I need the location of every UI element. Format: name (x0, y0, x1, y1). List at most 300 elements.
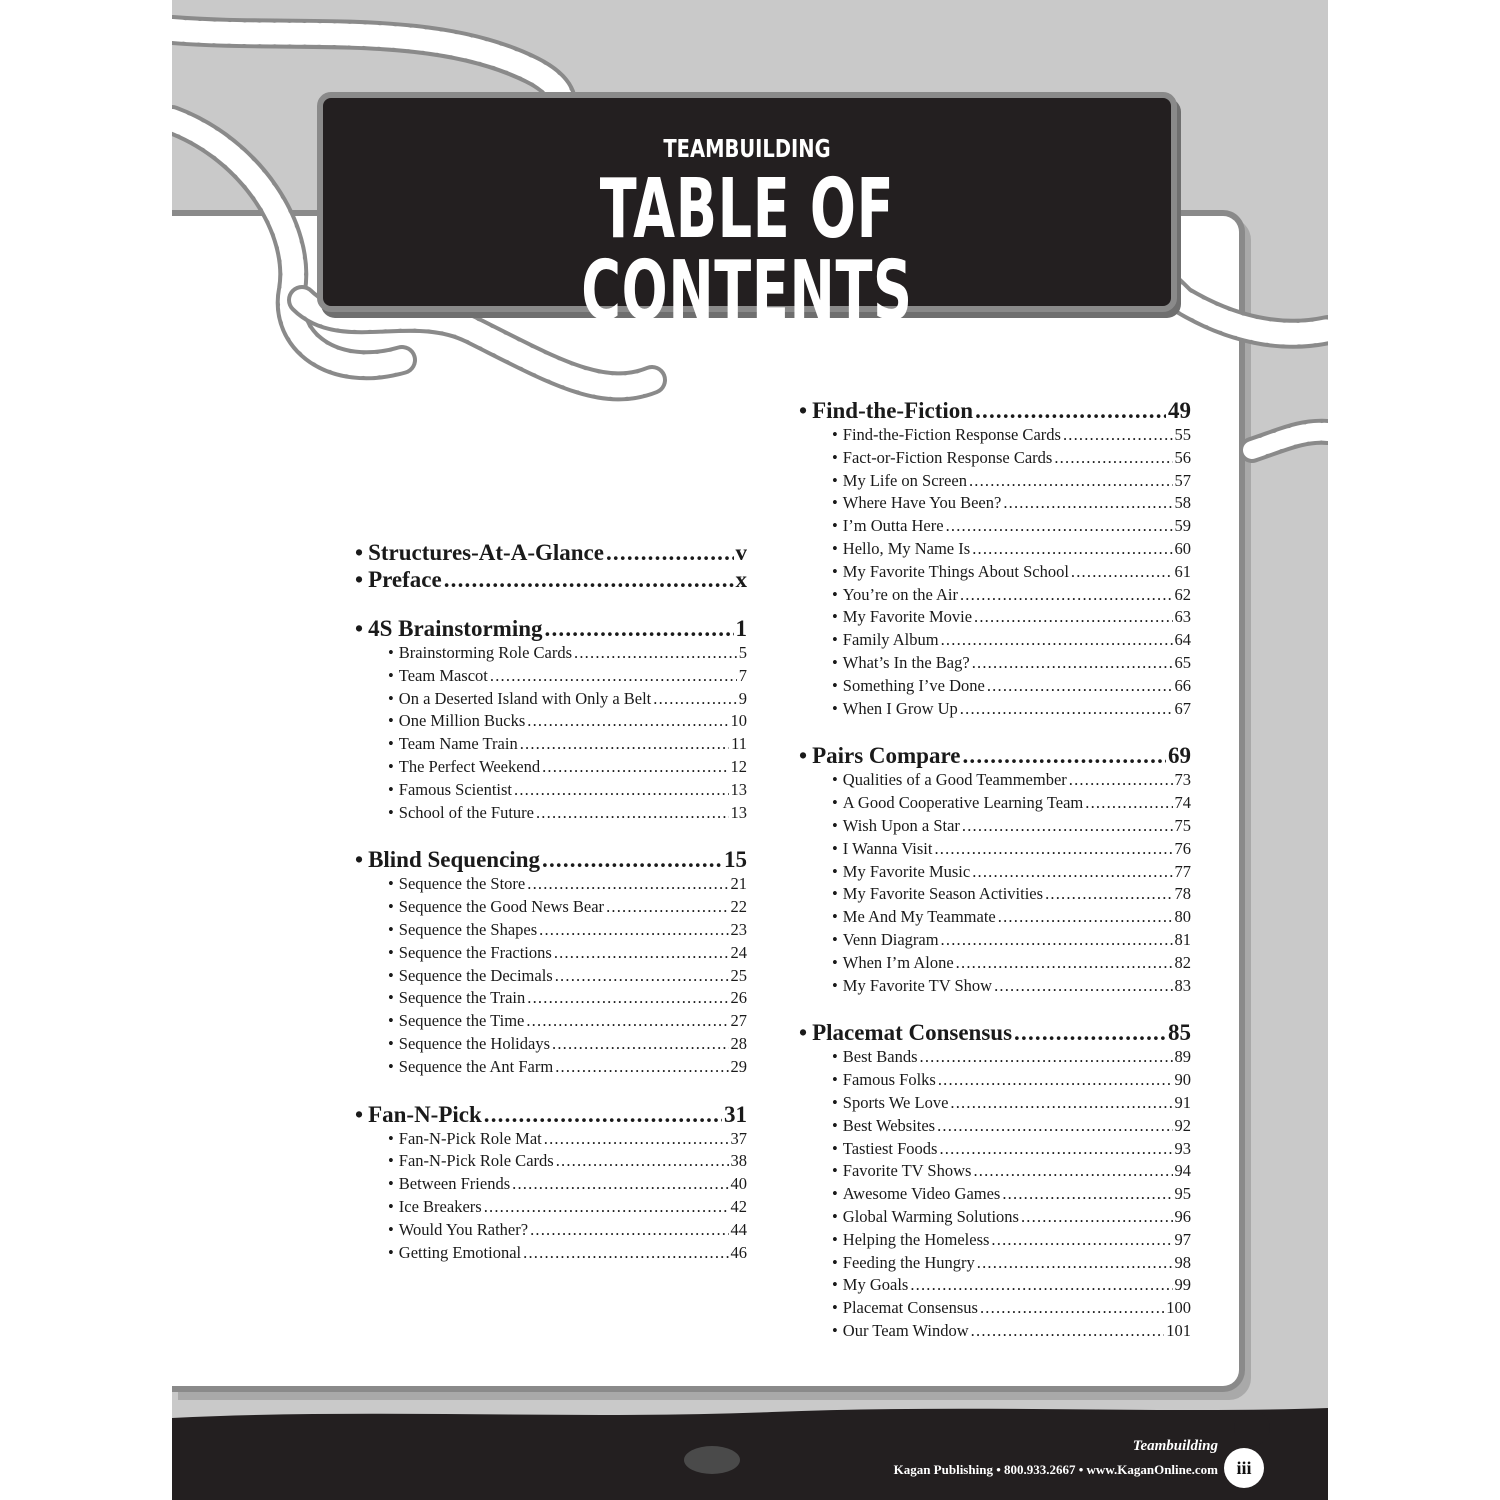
bullet-icon: • (355, 616, 364, 641)
toc-entry[interactable] (355, 757, 747, 780)
toc-label: A Good Cooperative Learning Team (842, 793, 1084, 813)
toc-entry[interactable] (355, 988, 747, 1011)
toc-label: Best Bands (842, 1047, 918, 1067)
toc-entry[interactable] (355, 920, 747, 943)
dot-leader (910, 1275, 1172, 1295)
dot-leader (1071, 562, 1173, 582)
toc-page-number: x (735, 567, 747, 592)
toc-label: My Favorite Things About School (842, 561, 1069, 581)
dot-leader (960, 699, 1173, 719)
bullet-icon: • (832, 538, 838, 558)
toc-label: Team Mascot (398, 665, 488, 685)
toc-entry[interactable] (799, 930, 1191, 953)
bullet-icon: • (832, 1138, 838, 1158)
bullet-icon: • (832, 1298, 838, 1318)
dot-leader (956, 953, 1173, 973)
toc-entry[interactable] (799, 562, 1191, 585)
toc-page-number: 74 (1174, 793, 1191, 813)
toc-page-number: 81 (1174, 929, 1191, 949)
toc-page-number: 31 (724, 1101, 747, 1127)
dot-leader (527, 988, 728, 1008)
dot-leader (606, 897, 728, 917)
bullet-icon: • (388, 1174, 394, 1194)
toc-page-number: 62 (1174, 584, 1191, 604)
toc-page-number: 13 (730, 802, 747, 822)
toc-entry[interactable] (799, 884, 1191, 907)
bullet-icon: • (832, 884, 838, 904)
dot-leader (542, 847, 722, 873)
toc-entry[interactable] (799, 1116, 1191, 1139)
toc-entry[interactable] (355, 1220, 747, 1243)
toc-label: Famous Folks (842, 1070, 936, 1090)
toc-front-matter-entry[interactable] (355, 540, 747, 567)
toc-label: Sequence the Time (398, 1011, 525, 1031)
bullet-icon: • (388, 665, 394, 685)
toc-entry[interactable] (355, 1151, 747, 1174)
toc-entry[interactable] (799, 976, 1191, 999)
toc-label: Best Websites (842, 1115, 936, 1135)
dot-leader (975, 398, 1166, 424)
toc-label: My Favorite Movie (842, 607, 973, 627)
bullet-icon: • (388, 1128, 394, 1148)
toc-label: Famous Scientist (398, 779, 512, 799)
bullet-icon: • (355, 567, 364, 592)
toc-entry[interactable] (799, 1161, 1191, 1184)
toc-label: I Wanna Visit (842, 838, 933, 858)
toc-label: Blind Sequencing (368, 847, 540, 873)
dot-leader (484, 1197, 729, 1217)
toc-entry[interactable] (799, 516, 1191, 539)
dot-leader (1002, 1184, 1172, 1204)
toc-page-number: 63 (1174, 607, 1191, 627)
dot-leader (1045, 884, 1172, 904)
toc-entry[interactable] (799, 653, 1191, 676)
toc-entry[interactable] (355, 1197, 747, 1220)
toc-page-number: 89 (1174, 1047, 1191, 1067)
toc-label: On a Deserted Island with Only a Belt (398, 688, 652, 708)
bullet-icon: • (388, 756, 394, 776)
bullet-icon: • (388, 802, 394, 822)
dot-leader (960, 585, 1173, 605)
toc-page-number: 46 (730, 1242, 747, 1262)
bullet-icon: • (388, 711, 394, 731)
toc-page-number: 75 (1174, 815, 1191, 835)
dot-leader (974, 607, 1172, 627)
bullet-icon: • (355, 1101, 364, 1127)
toc-entry[interactable] (355, 803, 747, 826)
bullet-icon: • (832, 1320, 838, 1340)
toc-page-number: 91 (1174, 1092, 1191, 1112)
dot-leader (938, 1070, 1173, 1090)
dot-leader (444, 567, 734, 593)
toc-page-number: 69 (1168, 743, 1191, 769)
toc-label: Me And My Teammate (842, 907, 996, 927)
bullet-icon: • (832, 561, 838, 581)
toc-label: Brainstorming Role Cards (398, 643, 573, 662)
bullet-icon: • (832, 652, 838, 672)
toc-page-number: 25 (730, 965, 747, 985)
toc-entry[interactable] (799, 793, 1191, 816)
dot-leader (1003, 493, 1172, 513)
toc-label: Between Friends (398, 1174, 511, 1194)
toc-label: When I’m Alone (842, 952, 954, 972)
bullet-icon: • (832, 1047, 838, 1067)
dot-leader (555, 966, 729, 986)
dot-leader (934, 839, 1172, 859)
toc-label: Fan-N-Pick Role Mat (398, 1128, 542, 1148)
bullet-icon: • (832, 1229, 838, 1249)
bullet-icon: • (832, 447, 838, 467)
toc-label: Sequence the Fractions (398, 942, 552, 962)
toc-section-heading[interactable] (799, 743, 1191, 770)
bullet-icon: • (832, 793, 838, 813)
dot-leader (526, 1011, 728, 1031)
toc-label: School of the Future (398, 802, 534, 822)
toc-label: 4S Brainstorming (368, 616, 543, 641)
toc-page-number: 1 (735, 616, 747, 641)
toc-label: Placemat Consensus (842, 1298, 978, 1318)
toc-entry[interactable] (355, 666, 747, 689)
toc-page-number: 27 (730, 1011, 747, 1031)
toc-page-number: 98 (1174, 1252, 1191, 1272)
toc-entry[interactable] (355, 966, 747, 989)
toc-label: Helping the Homeless (842, 1229, 990, 1249)
toc-right-column (799, 398, 1191, 1344)
dot-leader (946, 516, 1173, 536)
dot-leader (1021, 1207, 1173, 1227)
toc-page-number: 94 (1174, 1161, 1191, 1181)
toc-entry[interactable] (799, 1139, 1191, 1162)
toc-label: Ice Breakers (398, 1196, 482, 1216)
toc-entry[interactable] (799, 953, 1191, 976)
toc-page-number: 78 (1174, 884, 1191, 904)
bullet-icon: • (832, 975, 838, 995)
toc-entry[interactable] (799, 1253, 1191, 1276)
toc-entry[interactable] (355, 897, 747, 920)
toc-label: Sequence the Decimals (398, 965, 553, 985)
dot-leader (527, 711, 728, 731)
toc-section-heading[interactable] (799, 398, 1191, 425)
toc-entry[interactable] (799, 1321, 1191, 1344)
toc-label: Sequence the Ant Farm (398, 1056, 554, 1076)
toc-page-number: 23 (730, 919, 747, 939)
dot-leader (542, 757, 728, 777)
dot-leader (512, 1174, 728, 1194)
dot-leader (523, 1243, 728, 1263)
dot-leader (1063, 425, 1173, 445)
toc-entry[interactable] (799, 607, 1191, 630)
toc-page-number: 58 (1174, 493, 1191, 513)
bullet-icon: • (832, 1275, 838, 1295)
footer-bar (172, 1398, 1328, 1500)
toc-label: Find-the-Fiction Response Cards (842, 425, 1061, 444)
dot-leader (484, 1102, 722, 1128)
title-banner (317, 92, 1177, 339)
bullet-icon: • (355, 847, 364, 873)
dot-leader (520, 734, 729, 754)
toc-section-heading[interactable] (355, 1102, 747, 1129)
bullet-icon: • (832, 1115, 838, 1135)
dot-leader (552, 1034, 729, 1054)
toc-section-heading[interactable] (355, 616, 747, 643)
toc-entry[interactable] (799, 493, 1191, 516)
toc-page-number: 12 (730, 756, 747, 776)
toc-entry[interactable] (355, 1011, 747, 1034)
bullet-icon: • (832, 470, 838, 490)
toc-page-number: 73 (1174, 770, 1191, 790)
toc-page-number: 76 (1174, 838, 1191, 858)
dot-leader (973, 1161, 1172, 1181)
bullet-icon: • (388, 919, 394, 939)
toc-label: Fan-N-Pick (368, 1101, 482, 1127)
toc-label: Sequence the Shapes (398, 919, 538, 939)
toc-entry[interactable] (799, 630, 1191, 653)
toc-page-number: 95 (1174, 1184, 1191, 1204)
toc-label: Fact-or-Fiction Response Cards (842, 447, 1053, 467)
bullet-icon: • (832, 1070, 838, 1090)
toc-entry[interactable] (799, 1298, 1191, 1321)
toc-page-number: 57 (1174, 470, 1191, 490)
toc-front-matter-entry[interactable] (355, 567, 747, 594)
toc-entry[interactable] (799, 1207, 1191, 1230)
toc-entry[interactable] (355, 1243, 747, 1266)
bullet-icon: • (832, 952, 838, 972)
toc-label: The Perfect Weekend (398, 756, 541, 776)
toc-entry[interactable] (799, 676, 1191, 699)
toc-entry[interactable] (355, 943, 747, 966)
toc-page-number: 55 (1174, 425, 1191, 444)
toc-page-number: 60 (1174, 538, 1191, 558)
toc-page-number: 96 (1174, 1206, 1191, 1226)
bullet-icon: • (832, 838, 838, 858)
toc-label: Awesome Video Games (842, 1184, 1001, 1204)
toc-label: Feeding the Hungry (842, 1252, 975, 1272)
toc-entry[interactable] (799, 539, 1191, 562)
dot-leader (530, 1220, 728, 1240)
dot-leader (941, 630, 1173, 650)
toc-page-number: 29 (730, 1056, 747, 1076)
bullet-icon: • (388, 874, 394, 894)
toc-page-number: 28 (730, 1033, 747, 1053)
toc-entry[interactable] (355, 689, 747, 712)
toc-entry[interactable] (799, 1047, 1191, 1070)
dot-leader (556, 1151, 729, 1171)
toc-label: When I Grow Up (842, 698, 958, 718)
toc-label: Sports We Love (842, 1092, 949, 1112)
dot-leader (962, 743, 1166, 769)
toc-label: Qualities of a Good Teammember (842, 770, 1067, 790)
toc-label: Wish Upon a Star (842, 815, 960, 835)
bullet-icon: • (832, 607, 838, 627)
toc-page-number: 61 (1174, 561, 1191, 581)
toc-page-number: 44 (730, 1219, 747, 1239)
dot-leader (972, 539, 1172, 559)
bullet-icon: • (388, 1033, 394, 1053)
toc-entry[interactable] (799, 907, 1191, 930)
toc-label: Structures-At-A-Glance (368, 540, 604, 565)
toc-label: Tastiest Foods (842, 1138, 938, 1158)
toc-label: Favorite TV Shows (842, 1161, 972, 1181)
toc-entry[interactable] (799, 1070, 1191, 1093)
bullet-icon: • (388, 1196, 394, 1216)
bullet-icon: • (832, 929, 838, 949)
dot-leader (1014, 1020, 1166, 1046)
bullet-icon: • (388, 1242, 394, 1262)
toc-page-number: 21 (730, 874, 747, 894)
toc-label: Fan-N-Pick Role Cards (398, 1151, 554, 1171)
dot-leader (555, 1057, 728, 1077)
toc-label: My Goals (842, 1275, 909, 1295)
toc-page-number: 15 (724, 847, 747, 873)
toc-label: Family Album (842, 630, 939, 650)
dot-leader (971, 1321, 1165, 1341)
toc-page-number: 24 (730, 942, 747, 962)
toc-entry[interactable] (799, 1230, 1191, 1253)
toc-section-heading[interactable] (799, 1020, 1191, 1047)
dot-leader (939, 1139, 1172, 1159)
bullet-icon: • (388, 779, 394, 799)
dot-leader (998, 907, 1173, 927)
banner-title: TABLE OF CONTENTS (581, 162, 913, 339)
bullet-icon: • (388, 897, 394, 917)
toc-label: Would You Rather? (398, 1219, 529, 1239)
toc-entry[interactable] (799, 425, 1191, 448)
toc-page-number: 37 (730, 1128, 747, 1148)
toc-label: My Life on Screen (842, 470, 967, 490)
toc-entry[interactable] (355, 1174, 747, 1197)
toc-entry[interactable] (799, 471, 1191, 494)
bullet-icon: • (832, 907, 838, 927)
toc-entry[interactable] (355, 780, 747, 803)
bullet-icon: • (388, 688, 394, 708)
toc-label: Sequence the Store (398, 874, 526, 894)
toc-page-number: 26 (730, 988, 747, 1008)
dot-leader (544, 1129, 729, 1149)
toc-entry[interactable] (799, 1093, 1191, 1116)
toc-page-number: 100 (1166, 1298, 1191, 1318)
dot-leader (994, 976, 1172, 996)
toc-page-number: 7 (738, 665, 747, 685)
toc-entry[interactable] (799, 448, 1191, 471)
toc-page-number: 40 (730, 1174, 747, 1194)
toc-entry[interactable] (799, 770, 1191, 793)
toc-label: Hello, My Name Is (842, 538, 971, 558)
dot-leader (941, 930, 1173, 950)
dot-leader (536, 803, 729, 823)
bullet-icon: • (388, 734, 394, 754)
toc-page-number: 49 (1168, 398, 1191, 423)
toc-entry[interactable] (799, 816, 1191, 839)
dot-leader (950, 1093, 1172, 1113)
toc-entry[interactable] (799, 1184, 1191, 1207)
toc-page-number: 90 (1174, 1070, 1191, 1090)
toc-page-number: 67 (1174, 698, 1191, 718)
toc-label: Global Warming Solutions (842, 1206, 1019, 1226)
dot-leader (1054, 448, 1172, 468)
toc-entry[interactable] (355, 874, 747, 897)
dot-leader (574, 643, 737, 663)
toc-label: Something I’ve Done (842, 675, 985, 695)
bullet-icon: • (832, 630, 838, 650)
toc-page-number: 66 (1174, 675, 1191, 695)
bullet-icon: • (799, 1020, 808, 1046)
bullet-icon: • (832, 1252, 838, 1272)
bullet-icon: • (388, 1056, 394, 1076)
toc-page-number: 5 (738, 643, 747, 662)
bullet-icon: • (832, 861, 838, 881)
footer-book-title: Teambuilding (1132, 1438, 1218, 1454)
bullet-icon: • (388, 942, 394, 962)
toc-entry[interactable] (355, 1129, 747, 1152)
bullet-icon: • (832, 1184, 838, 1204)
bullet-icon: • (388, 988, 394, 1008)
toc-entry[interactable] (799, 862, 1191, 885)
toc-entry[interactable] (355, 1057, 747, 1080)
dot-leader (554, 943, 729, 963)
toc-page-number: 83 (1174, 975, 1191, 995)
toc-entry[interactable] (355, 734, 747, 757)
toc-page-number: 92 (1174, 1115, 1191, 1135)
toc-page-number: 77 (1174, 861, 1191, 881)
toc-page-number: 82 (1174, 952, 1191, 972)
dot-leader (653, 689, 736, 709)
toc-page-number: 97 (1174, 1229, 1191, 1249)
toc-section-heading[interactable] (355, 847, 747, 874)
toc-entry[interactable] (355, 711, 747, 734)
toc-page-number: 93 (1174, 1138, 1191, 1158)
toc-label: Getting Emotional (398, 1242, 522, 1262)
toc-page-number: 64 (1174, 630, 1191, 650)
toc-entry[interactable] (355, 643, 747, 666)
toc-entry[interactable] (799, 585, 1191, 608)
toc-entry[interactable] (799, 1275, 1191, 1298)
toc-page-number: 9 (738, 688, 747, 708)
toc-label: My Favorite TV Show (842, 975, 993, 995)
bullet-icon: • (388, 643, 394, 662)
bullet-icon: • (832, 584, 838, 604)
toc-label: My Favorite Season Activities (842, 884, 1044, 904)
toc-entry[interactable] (355, 1034, 747, 1057)
toc-label: One Million Bucks (398, 711, 526, 731)
dot-leader (972, 862, 1172, 882)
toc-page-number: 65 (1174, 652, 1191, 672)
bullet-icon: • (388, 1151, 394, 1171)
dot-leader (539, 920, 728, 940)
toc-label: Team Name Train (398, 734, 518, 754)
toc-label: Sequence the Holidays (398, 1033, 550, 1053)
toc-entry[interactable] (799, 839, 1191, 862)
toc-page-number: 13 (730, 779, 747, 799)
toc-page-number: 38 (730, 1151, 747, 1171)
toc-label: What’s In the Bag? (842, 652, 970, 672)
dot-leader (920, 1047, 1173, 1067)
page-number: iii (1224, 1448, 1264, 1488)
bullet-icon: • (832, 1092, 838, 1112)
bullet-icon: • (832, 1206, 838, 1226)
bullet-icon: • (832, 516, 838, 536)
dot-leader (987, 676, 1173, 696)
dot-leader (977, 1253, 1173, 1273)
toc-page-number: 56 (1174, 447, 1191, 467)
toc-entry[interactable] (799, 699, 1191, 722)
toc-page-number: 11 (731, 734, 747, 754)
toc-label: Pairs Compare (812, 743, 961, 769)
toc-left-column (355, 540, 747, 1265)
bullet-icon: • (355, 540, 364, 565)
toc-page-number: 101 (1166, 1320, 1191, 1340)
bullet-icon: • (799, 743, 808, 769)
toc-label: Preface (368, 567, 442, 592)
